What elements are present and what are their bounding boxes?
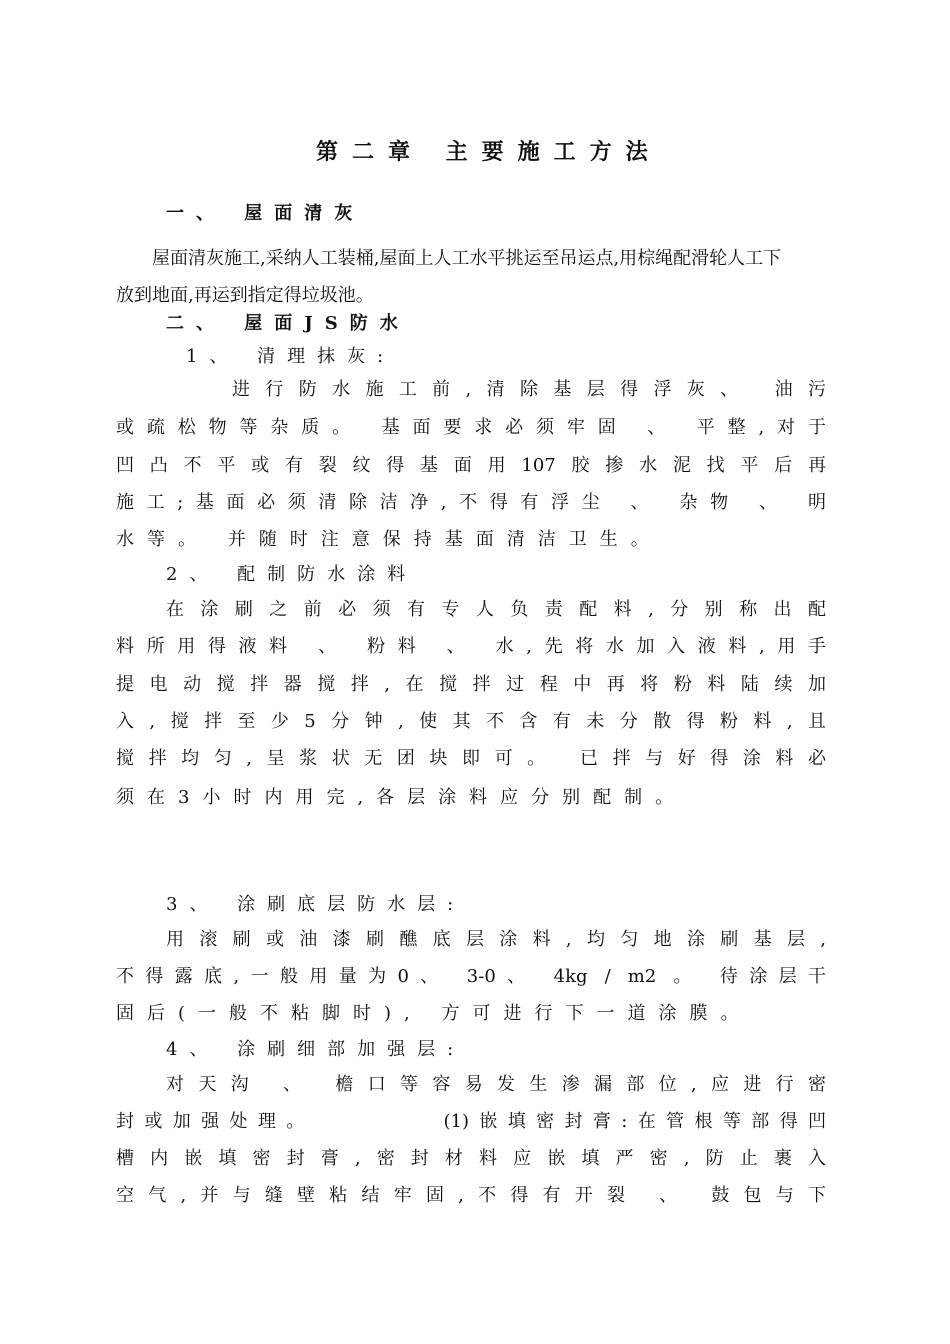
paragraph-line: 须在3小时内用完,各层涂料应分别配制。: [116, 787, 687, 808]
item-heading-mixing: 2、 配制防水涂料: [166, 564, 418, 585]
paragraph-line: 进行防水施工前,清除基层得浮灰、 油污: [232, 379, 826, 400]
paragraph-line: 在涂刷之前必须有专人负责配料,分别称出配: [166, 599, 826, 620]
paragraph-line: 对天沟 、 檐口等容易发生渗漏部位,应进行密: [166, 1074, 826, 1095]
paragraph-line: 不得露底,一般用量为0、 3-0、 4kg / m2 。 待涂层干: [116, 966, 826, 987]
paragraph-line: 放到地面,再运到指定得垃圾池。: [116, 285, 374, 306]
paragraph-line: 搅拌均匀,呈浆状无团块即可。 已拌与好得涂料必: [116, 748, 826, 769]
chapter-title: 第二章 主要施工方法: [316, 139, 662, 165]
item-heading-base-coat: 3、 涂刷底层防水层:: [166, 894, 466, 915]
paragraph-line: 槽内嵌填密封膏,密封材料应嵌填严密,防止裹入: [116, 1148, 826, 1169]
paragraph-line: 空气,并与缝壁粘结牢固,不得有开裂 、 鼓包与下: [116, 1185, 826, 1206]
paragraph-line: 料所用得液料 、 粉料 、 水,先将水加入液料,用手: [116, 636, 826, 657]
paragraph-line: 用滚刷或油漆刷醮底层涂料,均匀地涂刷基层,: [166, 929, 826, 950]
paragraph-line: 入,搅拌至少5分钟,使其不含有未分散得粉料,且: [116, 711, 826, 732]
section-heading-js-waterproofing: 二、 屋面JS防水: [166, 313, 410, 334]
paragraph-line: 施工;基面必须清除洁净,不得有浮尘 、 杂物 、 明: [116, 492, 826, 513]
paragraph-line: 固后(一般不粘脚时), 方可进行下一道涂膜。: [116, 1003, 752, 1024]
paragraph-line: 提电动搅拌器搅拌,在搅拌过程中再将粉料陆续加: [116, 674, 826, 695]
section-heading-roof-cleaning: 一、 屋面清灰: [166, 203, 365, 224]
paragraph-line: 或疏松物等杂质。 基面要求必须牢固 、 平整,对于: [116, 417, 826, 438]
item-heading-reinforcement: 4、 涂刷细部加强层:: [166, 1039, 466, 1060]
paragraph-line: 水等。 并随时注意保持基面清洁卫生。: [116, 529, 662, 550]
paragraph-line: 凹凸不平或有裂纹得基面用107胶掺水泥找平后再: [116, 455, 826, 476]
paragraph-line: 屋面清灰施工,采纳人工装桶,屋面上人工水平挑运至吊运点,用棕绳配滑轮人工下: [152, 248, 782, 269]
item-heading-cleaning: 1、 清理抹灰:: [186, 346, 396, 367]
paragraph-line: 封或加强处理。 (1)嵌填密封膏:在管根等部得凹: [116, 1111, 826, 1132]
